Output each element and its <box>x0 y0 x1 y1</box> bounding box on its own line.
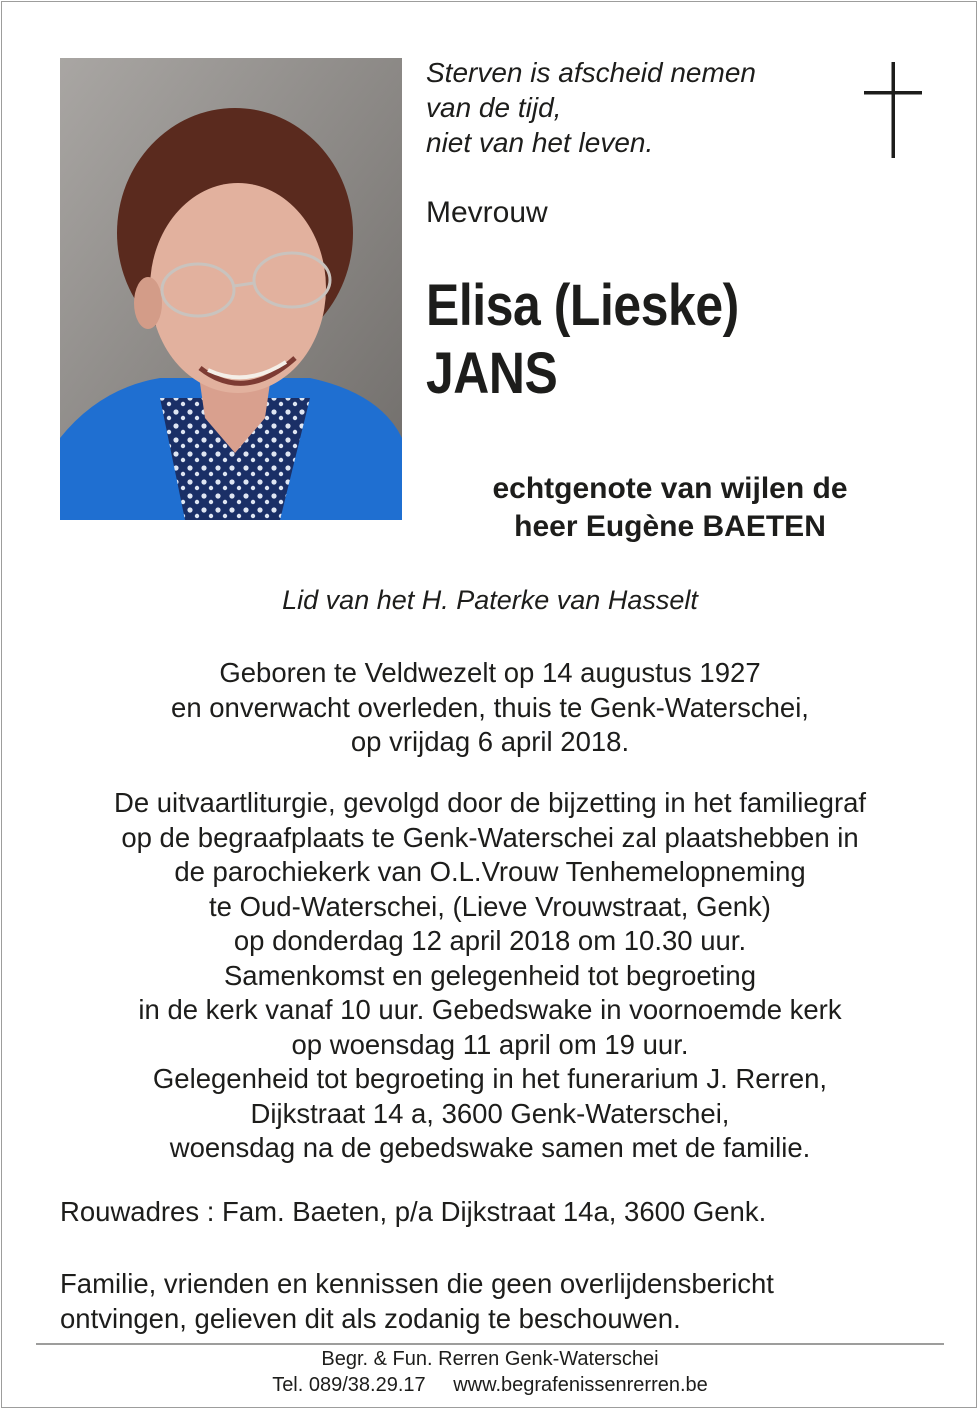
quote <box>426 55 756 160</box>
cross-icon <box>864 62 922 158</box>
first-name: Elisa (Lieske) <box>426 273 739 338</box>
text-line: te Oud-Waterschei, (Lieve Vrouwstraat, Genk) <box>209 890 771 922</box>
text-line: op donderdag 12 april 2018 om 10.30 uur. <box>233 925 747 956</box>
text-line: Samenkomst en gelegenheid tot begroeting <box>223 959 757 991</box>
text-line: De uitvaartliturgie, gevolgd door de bijzetting in het familiegraf <box>113 787 867 818</box>
text-line: en onverwacht overleden, thuis te Genk-Waterschei, <box>171 691 809 723</box>
text-line: de parochiekerk van O.L.Vrouw Tenhemelopneming <box>174 856 806 887</box>
text-line: op woensdag 11 april om 19 uur. <box>291 1028 689 1060</box>
quote-line: van de tijd, <box>426 92 562 123</box>
text-line: op vrijdag 6 april 2018. <box>350 726 630 757</box>
spouse-line: echtgenote van wijlen de <box>492 472 848 505</box>
surname: JANS <box>426 341 558 406</box>
text-line: Dijkstraat 14 a, 3600 Genk-Waterschei, <box>250 1097 730 1129</box>
deceased-name <box>426 272 739 408</box>
website-link[interactable]: www.begrafenissenrerren.be <box>453 1374 708 1396</box>
text-line: woensdag na de gebedswake samen met de familie. <box>169 1132 811 1163</box>
text-line: op de begraafplaats te Genk-Waterschei zal plaatshebben in <box>121 821 859 853</box>
text-line: in de kerk vanaf 10 uur. Gebedswake in voornoemde kerk <box>138 994 842 1025</box>
text-line: ontvingen, gelieven dit als zodanig te beschouwen. <box>60 1303 681 1334</box>
spouse-line: heer Eugène BAETEN <box>514 510 826 543</box>
spouse-info <box>420 470 920 546</box>
phone-number: Tel. 089/38.29.17 <box>272 1374 426 1396</box>
footer-divider <box>36 1343 944 1345</box>
notice <box>60 1266 774 1336</box>
footer <box>0 1346 980 1398</box>
text-line: Geboren te Veldwezelt op 14 augustus 1927 <box>219 657 761 688</box>
membership: Lid van het H. Paterke van Hasselt <box>282 585 698 615</box>
text-line: Familie, vrienden en kennissen die geen overlijdensbericht <box>60 1268 774 1299</box>
mourning-address: Rouwadres : Fam. Baeten, p/a Dijkstraat 14a, 3600 Genk. <box>60 1196 767 1227</box>
text-line: Gelegenheid tot begroeting in het funerarium J. Rerren, <box>152 1063 828 1094</box>
birth-death-info <box>0 656 980 760</box>
funeral-info <box>0 786 980 1166</box>
funeral-company: Begr. & Fun. Rerren Genk-Waterschei <box>321 1348 659 1370</box>
quote-line: Sterven is afscheid nemen <box>426 57 756 88</box>
quote-line: niet van het leven. <box>426 127 654 158</box>
portrait-photo <box>60 58 402 520</box>
honorific: Mevrouw <box>426 196 548 229</box>
